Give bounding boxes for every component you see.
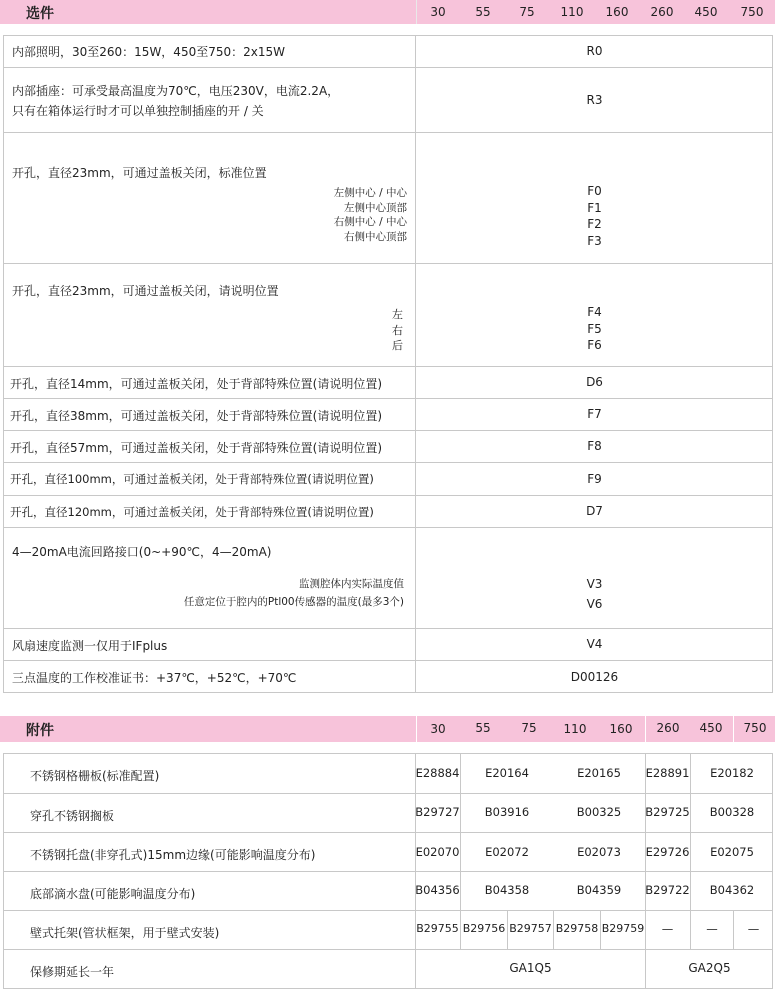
accessory-code-e29726: E29726 [645,845,690,859]
accessory-code-e02073: E02073 [577,845,621,859]
accessory-desc-grid-shelf: 不锈钢格栅板(标准配置) [30,769,160,783]
accessory-desc-warranty: 保修期延长一年 [30,965,115,979]
option-code-r3: R3 [586,93,603,107]
option-desc-internal-socket: 内部插座：可承受最高温度为70℃，电压230V，电流2.2A， [12,84,340,98]
accessory-code-e28884: E28884 [415,766,460,780]
option-code-f5: F5 [587,321,602,336]
accessory-desc-solid-tray: 不锈钢托盘(非穿孔式)15mm边缘(可能影响温度分布) [30,848,316,862]
option-sub-right-center: 右侧中心 / 中心 [333,216,407,228]
accessory-code-b04358: B04358 [484,883,530,897]
option-desc-port-38: 开孔，直径38mm，可通过盖板关闭，处于背部特殊位置(请说明位置) [10,409,383,423]
option-code-f6: F6 [587,338,602,352]
option-sub-pt100: 任意定位于腔内的Ptl00传感器的温度(最多3个) [183,596,404,608]
accessory-code-e02075: E02075 [710,845,754,859]
options-size-55: 55 [475,5,491,19]
accessory-desc-wall-bracket: 壁式托架(管状框架，用于壁式安装) [30,926,220,940]
accessory-code-e28891: E28891 [645,766,690,780]
accessories-size-750: 750 [743,721,767,735]
option-code-f8: F8 [587,439,602,453]
option-desc-calibration: 三点温度的工作校准证书：+37℃，+52℃，+70℃ [12,671,297,685]
accessories-size-260: 260 [656,721,680,735]
options-size-110: 110 [560,5,584,19]
options-size-260: 260 [650,5,674,19]
option-desc-port-120: 开孔，直径120mm，可通过盖板关闭，处于背部特殊位置(请说明位置) [10,505,374,519]
accessory-code-b00325: B00325 [576,805,622,819]
option-sub-back: 后 [392,339,403,352]
option-sub-monitor-temp: 监测腔体内实际温度值 [299,578,404,590]
option-desc-port-57: 开孔，直径57mm，可通过盖板关闭，处于背部特殊位置(请说明位置) [10,441,383,455]
option-desc-port-14: 开孔，直径14mm，可通过盖板关闭，处于背部特殊位置(请说明位置) [10,377,383,391]
option-desc-port-100: 开孔，直径100mm，可通过盖板关闭，处于背部特殊位置(请说明位置) [10,472,374,486]
option-code-f0: F0 [587,184,602,198]
accessory-code-b29725: B29725 [645,805,690,819]
option-desc-internal-socket-2: 只有在箱体运行时才可以单独控制插座的开 / 关 [12,104,264,118]
option-code-d6: D6 [586,375,603,389]
option-desc-internal-light: 内部照明，30至260：15W，450至750：2x15W [12,45,285,59]
option-sub-left: 左 [392,308,403,321]
accessory-code-b29757: B29757 [509,922,552,935]
option-code-v3: V3 [586,577,603,591]
option-desc-fan-speed: 风扇速度监测一仅用于IFplus [12,639,168,653]
option-code-f9: F9 [587,472,602,486]
accessory-code-e02072: E02072 [485,845,529,859]
accessory-code-b29722: B29722 [645,883,690,897]
option-desc-port-23-custom: 开孔，直径23mm，可通过盖板关闭，请说明位置 [12,284,279,298]
option-code-f1: F1 [587,200,602,215]
accessory-code-e02070: E02070 [415,845,460,859]
accessory-code-ga2q5: GA2Q5 [688,961,731,975]
accessories-size-55: 55 [475,721,491,735]
accessory-code-ga1q5: GA1Q5 [509,961,552,975]
option-sub-right: 右 [392,323,403,337]
accessories-size-110: 110 [563,722,587,736]
options-size-30: 30 [430,5,446,19]
option-code-f2: F2 [587,217,602,231]
accessory-code-e20165: E20165 [577,766,621,780]
option-sub-left-center: 左侧中心 / 中心 [333,187,407,199]
accessories-title: 附件 [26,723,54,739]
options-title: 选件 [26,6,54,22]
accessory-code-b04356: B04356 [415,883,460,897]
accessory-code-b03916: B03916 [484,805,530,819]
accessory-code-b29759: B29759 [601,922,645,935]
accessories-size-30: 30 [430,722,446,736]
option-code-d7: D7 [586,504,603,518]
options-size-750: 750 [740,5,764,19]
accessory-dash-450: — [706,922,718,936]
option-code-d00126: D00126 [570,670,619,684]
option-code-f7: F7 [587,407,602,421]
accessory-desc-perforated-shelf: 穿孔不锈钢搁板 [30,809,115,823]
accessory-dash-260: — [661,922,674,936]
option-code-r0: R0 [586,44,603,58]
option-desc-port-23-standard: 开孔，直径23mm，可通过盖板关闭，标准位置 [12,166,267,180]
options-size-75: 75 [519,5,535,19]
accessory-code-e20164: E20164 [485,766,529,780]
accessory-desc-drip-tray: 底部滴水盘(可能影响温度分布) [30,887,196,901]
option-code-f4: F4 [587,305,602,319]
option-code-v4: V4 [586,637,603,651]
accessory-code-b00328: B00328 [709,805,755,819]
option-code-f3: F3 [587,233,602,248]
accessory-code-b29727: B29727 [415,805,460,819]
accessory-code-b04362: B04362 [709,883,755,897]
accessory-code-b29758: B29758 [555,922,599,935]
options-size-160: 160 [605,5,629,19]
accessories-size-160: 160 [609,722,633,736]
accessories-size-75: 75 [521,721,537,735]
accessories-size-450: 450 [699,721,723,735]
options-size-450: 450 [694,5,718,19]
accessory-code-e20182: E20182 [710,766,754,780]
option-desc-current-loop: 4—20mA电流回路接口(0~+90℃，4—20mA) [12,545,272,559]
accessory-dash-750: — [747,922,760,936]
accessory-code-b29756: B29756 [462,922,506,935]
accessory-code-b04359: B04359 [576,883,622,897]
option-sub-right-top: 右侧中心顶部 [344,230,407,243]
option-sub-left-top: 左侧中心顶部 [344,201,407,214]
option-code-v6: V6 [586,597,603,611]
accessory-code-b29755: B29755 [416,922,459,935]
